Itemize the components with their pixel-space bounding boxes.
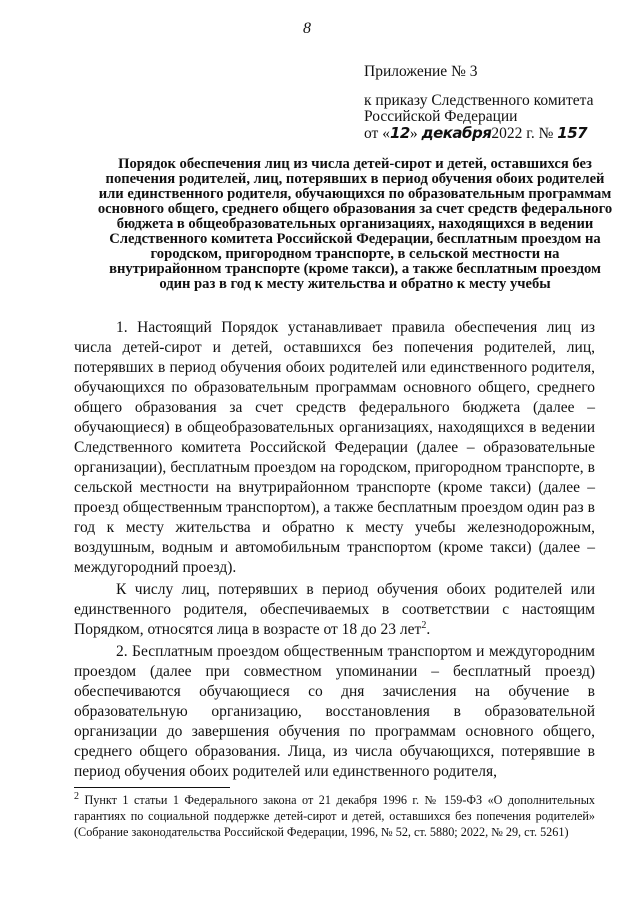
appendix-order-line2: Российской Федерации — [364, 108, 518, 125]
document-body — [74, 318, 595, 782]
paragraph-1: 1. Настоящий Порядок устанавливает правила обеспечения лиц из числа детей-сирот и детей, оставшихся без попечения родителей, лиц, потерявших в период обучения обоих родителей или единственного родителя, обучающихся по образовательным программам основного общего, среднего общего образования за счет средств федерального бюджета (далее – обучающиеся) в общеобразовательных организациях, находящихся в ведении Следственного комитета Российской Федерации (далее – образовательные организации), бесплатным проездом на городском, пригородном транспорте, в сельской местности на внутрирайонном транспорте (кроме такси) (далее – проезд общественным транспортом), а также бесплатным проездом один раз в год к месту жительства и обратно к месту учебы железнодорожным, воздушным, водным и автомобильным транспортом (кроме такси) (далее – междугородний проезд). — [74, 319, 595, 576]
handwritten-number: 157 — [557, 124, 588, 142]
appendix-order-date — [364, 125, 593, 142]
handwritten-month: декабря — [421, 124, 492, 142]
appendix-header — [364, 64, 593, 142]
footnote-mark: 2 — [74, 790, 79, 802]
year-text: 2022 г. № — [491, 125, 554, 142]
paragraph-2-text: К числу лиц, потерявших в период обучения обоих родителей или единственного родителя, обеспечиваемых в соответствии с настоящим Порядком, относятся лица в возрасте от 18 до 23 лет — [74, 581, 595, 638]
page-number: 8 — [303, 20, 311, 37]
quote-close: » — [409, 125, 418, 142]
document-title: Порядок обеспечения лиц из числа детей-сирот и детей, оставшихся без попечения родителей, лиц, потерявших в период обучения обоих родителей или единственного родителя, обучающихся по образовательным программам основного общего, среднего общего образования за счет средств федерального бюджета в общеобразовательных организациях, находящихся в ведении Следственного комитета Российской Федерации, бесплатным проездом на городском, пригородном транспорте, в сельской местности на внутрирайонном транспорте (кроме такси), а также бесплатным проездом один раз в год к месту жительства и обратно к месту учебы — [97, 156, 613, 292]
paragraph-3: 2. Бесплатным проездом общественным транспортом и междугородним проездом (далее при совместном упоминании – бесплатный проезд) обеспечиваются обучающиеся со дня зачисления на обучение в образовательную организацию, восстановления в образовательной организации до завершения обучения по программам основного общего, среднего общего образования. Лица, из числа обучающихся, потерявшие в период обучения обоих родителей или единственного родителя, — [74, 643, 595, 780]
footnote-text: Пункт 1 статьи 1 Федерального закона от 21 декабря 1996 г. № 159-ФЗ «О дополнительных гарантиях по социальной поддержке детей-сирот и детей, оставшихся без попечения родителей» (Собрание законодательства Российской Федерации, 1996, № 52, ст. 5880; 2022, № 29, ст. 5261) — [74, 793, 595, 839]
footnote-divider — [74, 787, 230, 788]
handwritten-day: 12 — [389, 124, 410, 142]
footnote — [74, 792, 595, 840]
date-prefix: от « — [364, 125, 390, 142]
appendix-order-line1: к приказу Следственного комитета — [364, 92, 594, 109]
footnote-ref: 2 — [421, 619, 427, 631]
appendix-title: Приложение № 3 — [364, 63, 478, 80]
paragraph-2 — [74, 580, 595, 640]
paragraph-2-end: . — [426, 621, 431, 638]
